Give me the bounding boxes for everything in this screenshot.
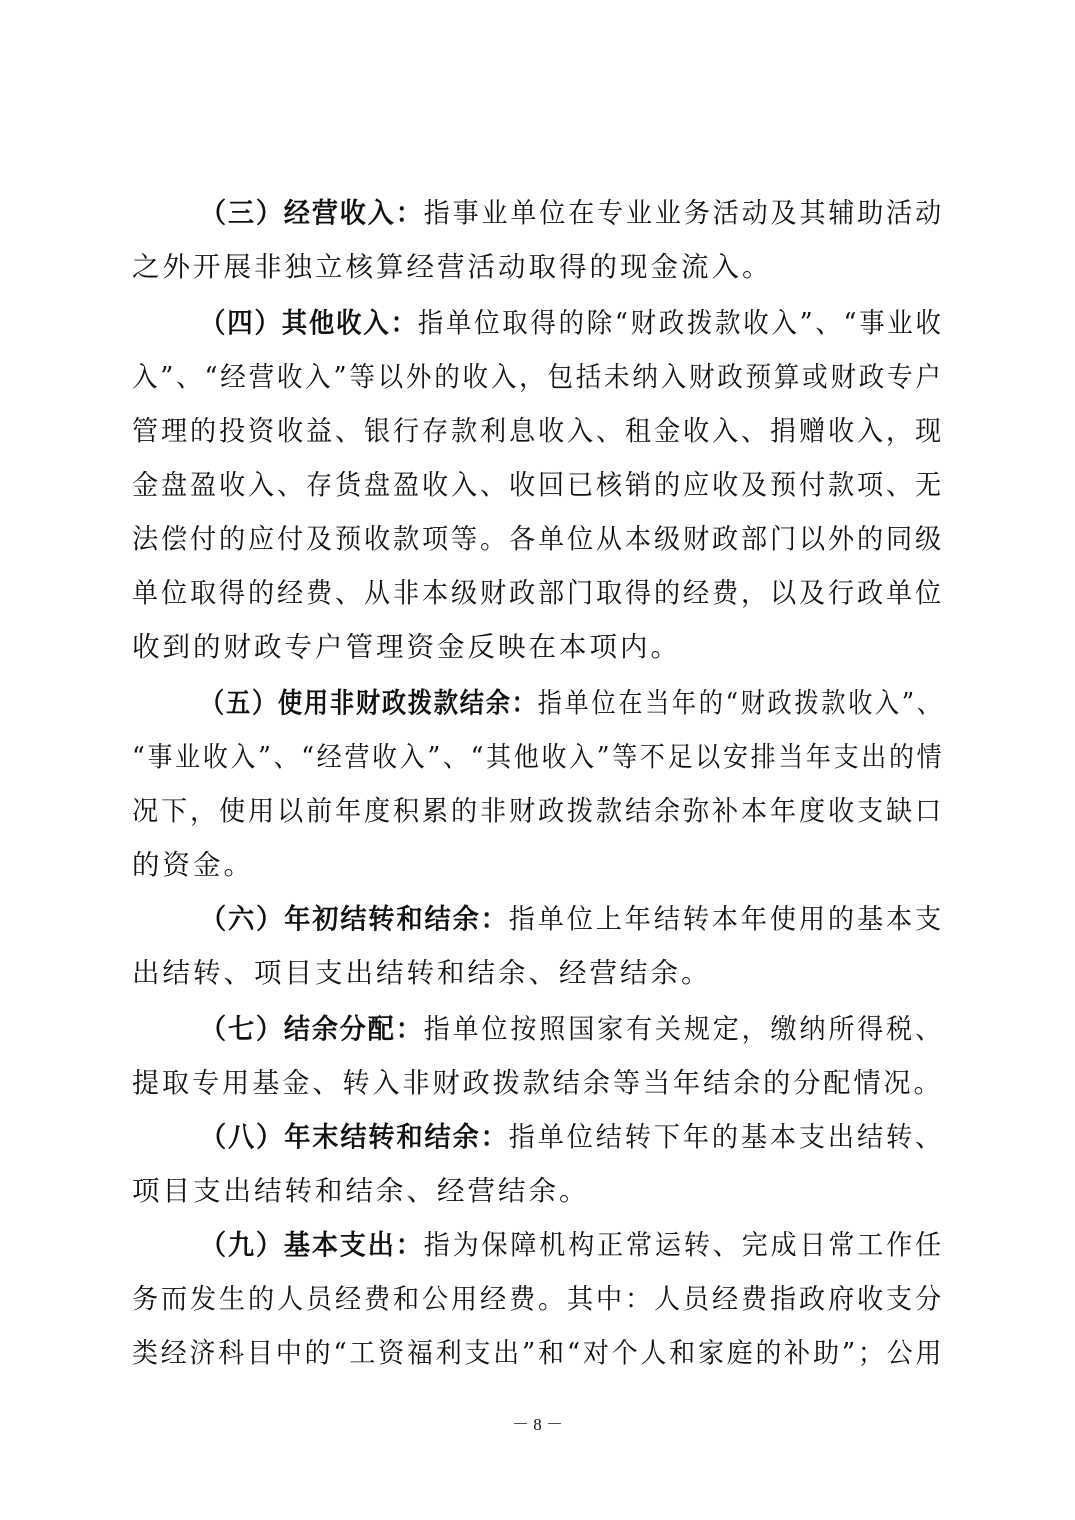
- paragraph-text: 指单位结转下年的基本支出结转、: [508, 1121, 944, 1153]
- paragraph-text: 指单位上年结转本年使用的基本支: [508, 903, 944, 935]
- paragraph-line: 务而发生的人员经费和公用经费。其中：人员经费指政府收支分: [132, 1283, 944, 1315]
- paragraph-line: 法偿付的应付及预收款项等。各单位从本级财政部门以外的同级: [132, 523, 944, 555]
- paragraph-first-line: [200, 676, 944, 730]
- paragraph-line: 单位取得的经费、从非本级财政部门取得的经费，以及行政单位: [132, 577, 944, 609]
- paragraph-line: 类经济科目中的“工资福利支出”和“对个人和家庭的补助”；公用: [132, 1337, 945, 1369]
- paragraph-first-line: [200, 296, 944, 350]
- paragraph-text: 指为保障机构正常运转、完成日常工作任: [423, 1229, 944, 1261]
- paragraph-first-line: [200, 1218, 944, 1272]
- term-heading: （五）使用非财政拨款结余：: [200, 687, 538, 719]
- paragraph-first-line: [200, 186, 944, 240]
- paragraph-line: 的资金。: [132, 849, 254, 881]
- paragraph-line: 管理的投资收益、银行存款利息收入、租金收入、捐赠收入，现: [132, 415, 944, 447]
- paragraph-line: 项目支出结转和结余、经营结余。: [132, 1175, 590, 1207]
- paragraph-text: 指单位取得的除“财政拨款收入”、“事业收: [417, 307, 944, 339]
- paragraph-line: 金盘盈收入、存货盘盈收入、收回已核销的应收及预付款项、无: [132, 469, 944, 501]
- paragraph-first-line: [200, 892, 944, 946]
- paragraph-text: 指单位按照国家有关规定，缴纳所得税、: [423, 1013, 944, 1045]
- term-heading: （七）结余分配：: [200, 1013, 424, 1045]
- paragraph-line: 提取专用基金、转入非财政拨款结余等当年结余的分配情况。: [132, 1067, 944, 1099]
- paragraph-line: 收到的财政专户管理资金反映在本项内。: [132, 631, 681, 663]
- paragraph-line: 况下，使用以前年度积累的非财政拨款结余弥补本年度收支缺口: [132, 795, 944, 827]
- term-heading: （八）年末结转和结余：: [200, 1121, 509, 1153]
- paragraph-line: 出结转、项目支出结转和结余、经营结余。: [132, 957, 712, 989]
- term-heading: （三）经营收入：: [200, 197, 424, 229]
- paragraph-line: “事业收入”、“经营收入”、“其他收入”等不足以安排当年支出的情: [132, 741, 945, 773]
- paragraph-line: 之外开展非独立核算经营活动取得的现金流入。: [132, 251, 773, 283]
- paragraph-first-line: [200, 1110, 944, 1164]
- term-heading: （九）基本支出：: [200, 1229, 424, 1261]
- paragraph-text: 指事业单位在专业业务活动及其辅助活动: [423, 197, 944, 229]
- term-heading: （四）其他收入：: [200, 307, 418, 339]
- paragraph-line: 入”、“经营收入”等以外的收入，包括未纳入财政预算或财政专户: [132, 361, 944, 393]
- page-number: － 8 －: [512, 1415, 563, 1434]
- term-heading: （六）年初结转和结余：: [200, 903, 509, 935]
- paragraph-text: 指单位在当年的“财政拨款收入”、: [537, 687, 944, 719]
- paragraph-first-line: [200, 1002, 944, 1056]
